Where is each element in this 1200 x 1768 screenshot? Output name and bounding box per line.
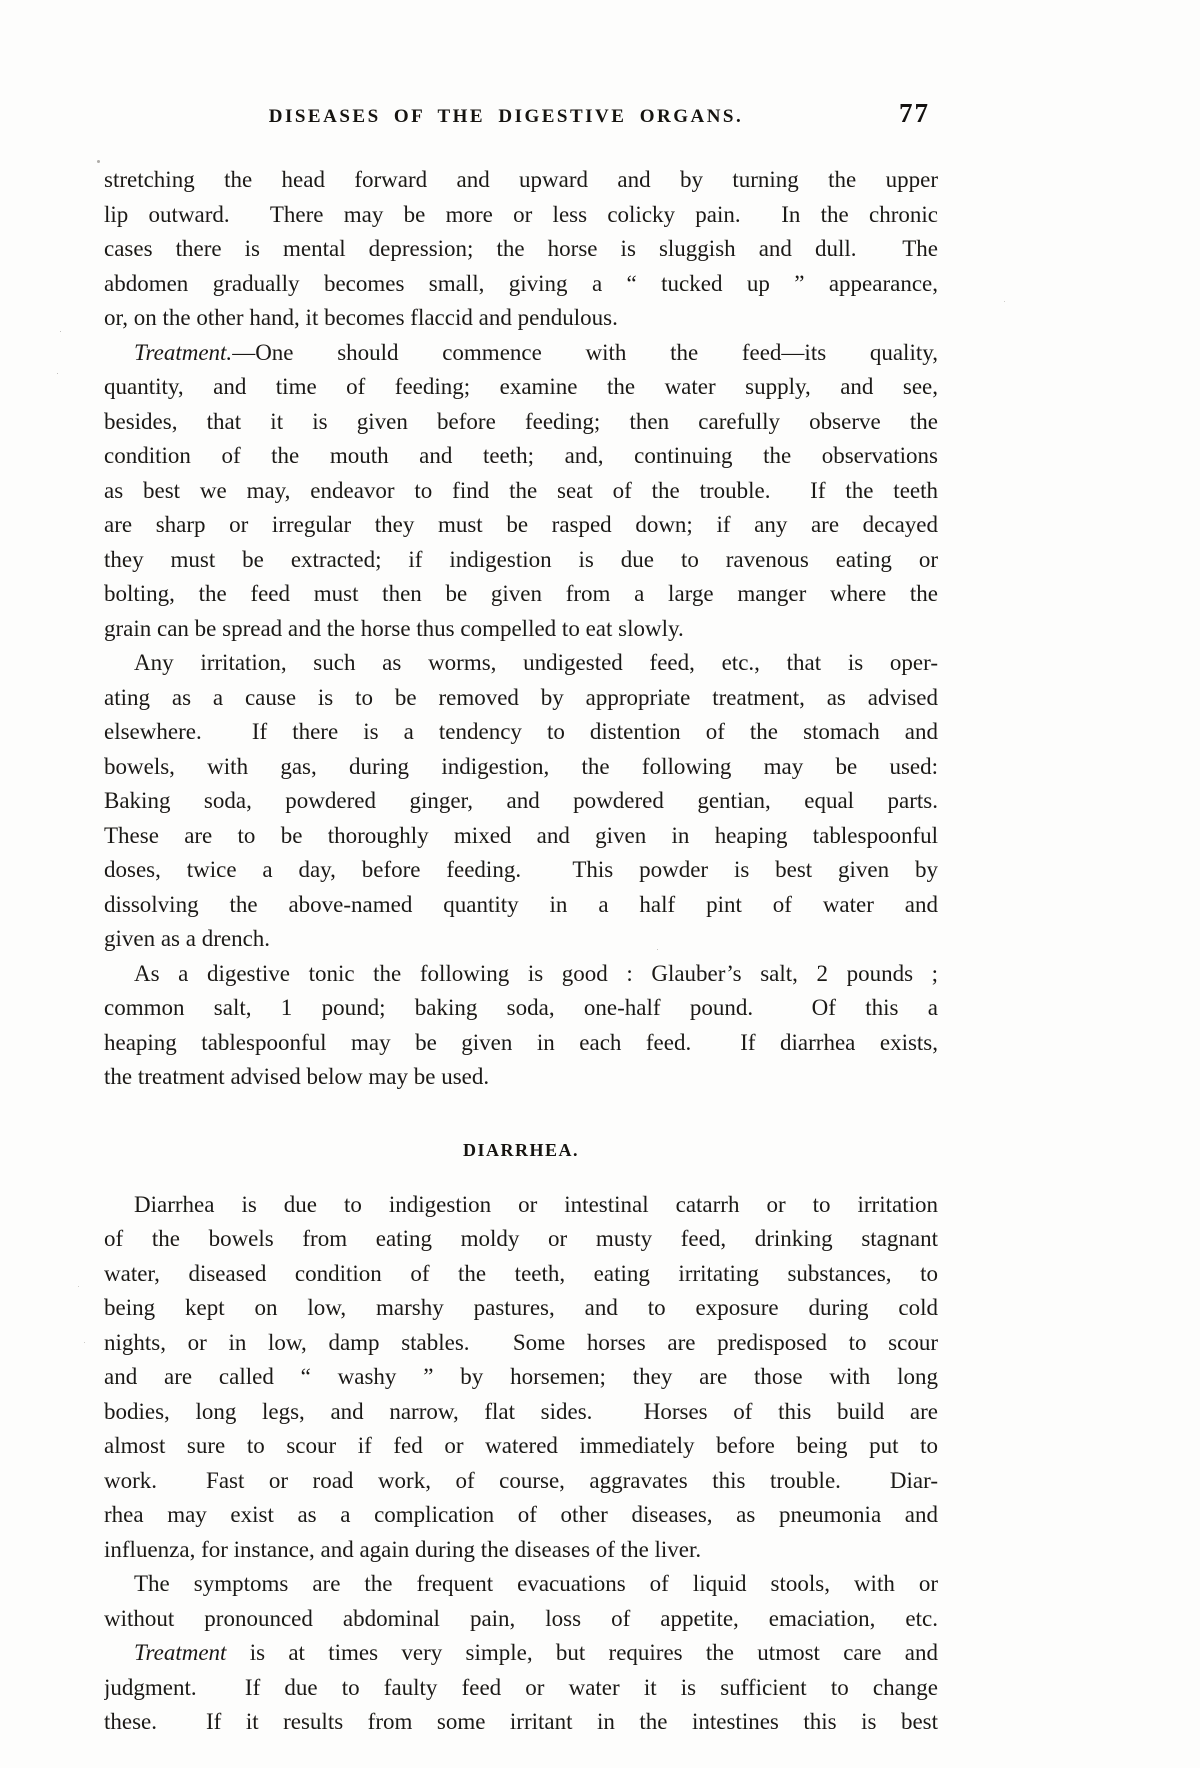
text-line: bodies, long legs, and narrow, flat sides. Horses of this build are [104, 1398, 938, 1424]
text-line: they must be extracted; if indigestion is due to ravenous eating or [104, 546, 938, 572]
text-line: rhea may exist as a complication of other diseases, as pneumonia and [104, 1502, 938, 1527]
treatment-lead-italic: Treatment. [134, 339, 233, 365]
text-line [104, 336, 938, 371]
text-line: abdomen gradually becomes small, giving a “ tucked up ” appearance, [104, 270, 938, 296]
text-line: lip outward. There may be more or less colicky pain. In the chronic [104, 201, 938, 227]
text-line: condition of the mouth and teeth; and, continuing the observations [104, 443, 938, 468]
text-line: almost sure to scour if fed or watered immediately before being put to [104, 1433, 938, 1458]
text-line: doses, twice a day, before feeding. This powder is best given by [104, 857, 938, 882]
text-line [104, 1636, 938, 1671]
paragraph-treatment-indigestion [104, 336, 938, 647]
text-line: without pronounced abdominal pain, loss of appetite, emaciation, etc. [104, 1605, 938, 1631]
page-number: 77 [899, 98, 930, 128]
text-line: as best we may, endeavor to find the seat of the trouble. If the teeth [104, 477, 938, 503]
paragraph-diarrhea-causes [104, 1188, 938, 1568]
text-line: and are called “ washy ” by horsemen; they are those with long [104, 1364, 938, 1389]
paragraph-digestive-tonic [104, 957, 938, 1095]
text-line: being kept on low, marshy pastures, and to exposure during cold [104, 1295, 938, 1320]
paragraph-irritation-remedy [104, 646, 938, 957]
text-line: these. If it results from some irritant in the intestines this is best [104, 1709, 938, 1734]
text-line: influenza, for instance, and again during the diseases of the liver. [104, 1536, 702, 1562]
text-line: bowels, with gas, during indigestion, the following may be used: [104, 753, 938, 779]
body-text [104, 163, 938, 1740]
running-header [104, 98, 938, 134]
text-line: given as a drench. [104, 926, 271, 951]
text-line: water, diseased condition of the teeth, eating irritating substances, to [104, 1260, 938, 1286]
text-line: or, on the other hand, it becomes flaccid and pendulous. [104, 305, 618, 330]
text-line: cases there is mental depression; the horse is sluggish and dull. The [104, 236, 938, 261]
scan-specks [97, 160, 100, 163]
text-line: Any irritation, such as worms, undigested feed, etc., that is oper- [134, 650, 938, 675]
text-line: As a digestive tonic the following is good : Glauber’s salt, 2 pounds ; [134, 960, 938, 986]
text-line: stretching the head forward and upward and by turning the upper [104, 167, 938, 192]
lead-rest: —One should commence with the feed—its quality, [232, 339, 938, 365]
text-line: are sharp or irregular they must be rasped down; if any are decayed [104, 512, 938, 537]
text-line: Baking soda, powdered ginger, and powdered gentian, equal parts. [104, 788, 938, 813]
section-heading-diarrhea: DIARRHEA. [462, 1139, 579, 1160]
text-line: ating as a cause is to be removed by appropriate treatment, as advised [104, 684, 938, 710]
paragraph-symptoms [104, 1567, 938, 1636]
text-line: heaping tablespoonful may be given in each feed. If diarrhea exists, [104, 1029, 938, 1055]
text-line: These are to be thoroughly mixed and given in heaping tablespoonful [104, 822, 938, 848]
text-line: The symptoms are the frequent evacuations of liquid stools, with or [134, 1571, 938, 1596]
text-line: grain can be spread and the horse thus compelled to eat slowly. [104, 615, 684, 641]
text-line: the treatment advised below may be used. [104, 1064, 490, 1089]
treatment-lead-italic: Treatment [134, 1640, 227, 1665]
paragraph-treatment-diarrhea [104, 1636, 938, 1740]
text-line: dissolving the above-named quantity in a half pint of water and [104, 891, 938, 917]
text-line: Diarrhea is due to indigestion or intestinal catarrh or to irritation [134, 1191, 938, 1217]
text-line: of the bowels from eating moldy or musty feed, drinking stagnant [104, 1226, 938, 1251]
lead-rest: is at times very simple, but requires the utmost care and [226, 1640, 938, 1665]
text-line: common salt, 1 pound; baking soda, one-half pound. Of this a [104, 995, 938, 1020]
text-line: elsewhere. If there is a tendency to distention of the stomach and [104, 719, 938, 744]
text-line: work. Fast or road work, of course, aggravates this trouble. Diar- [104, 1467, 938, 1493]
text-line: quantity, and time of feeding; examine the water supply, and see, [104, 374, 938, 399]
text-line: bolting, the feed must then be given from a large manger where the [104, 581, 938, 606]
text-line: nights, or in low, damp stables. Some horses are predisposed to scour [104, 1329, 938, 1355]
page-title: DISEASES OF THE DIGESTIVE ORGANS. [268, 106, 744, 127]
paragraph-continuation [104, 163, 938, 336]
text-line: judgment. If due to faulty feed or water it is sufficient to change [104, 1674, 938, 1700]
text-line: besides, that it is given before feeding; then carefully observe the [104, 408, 938, 434]
